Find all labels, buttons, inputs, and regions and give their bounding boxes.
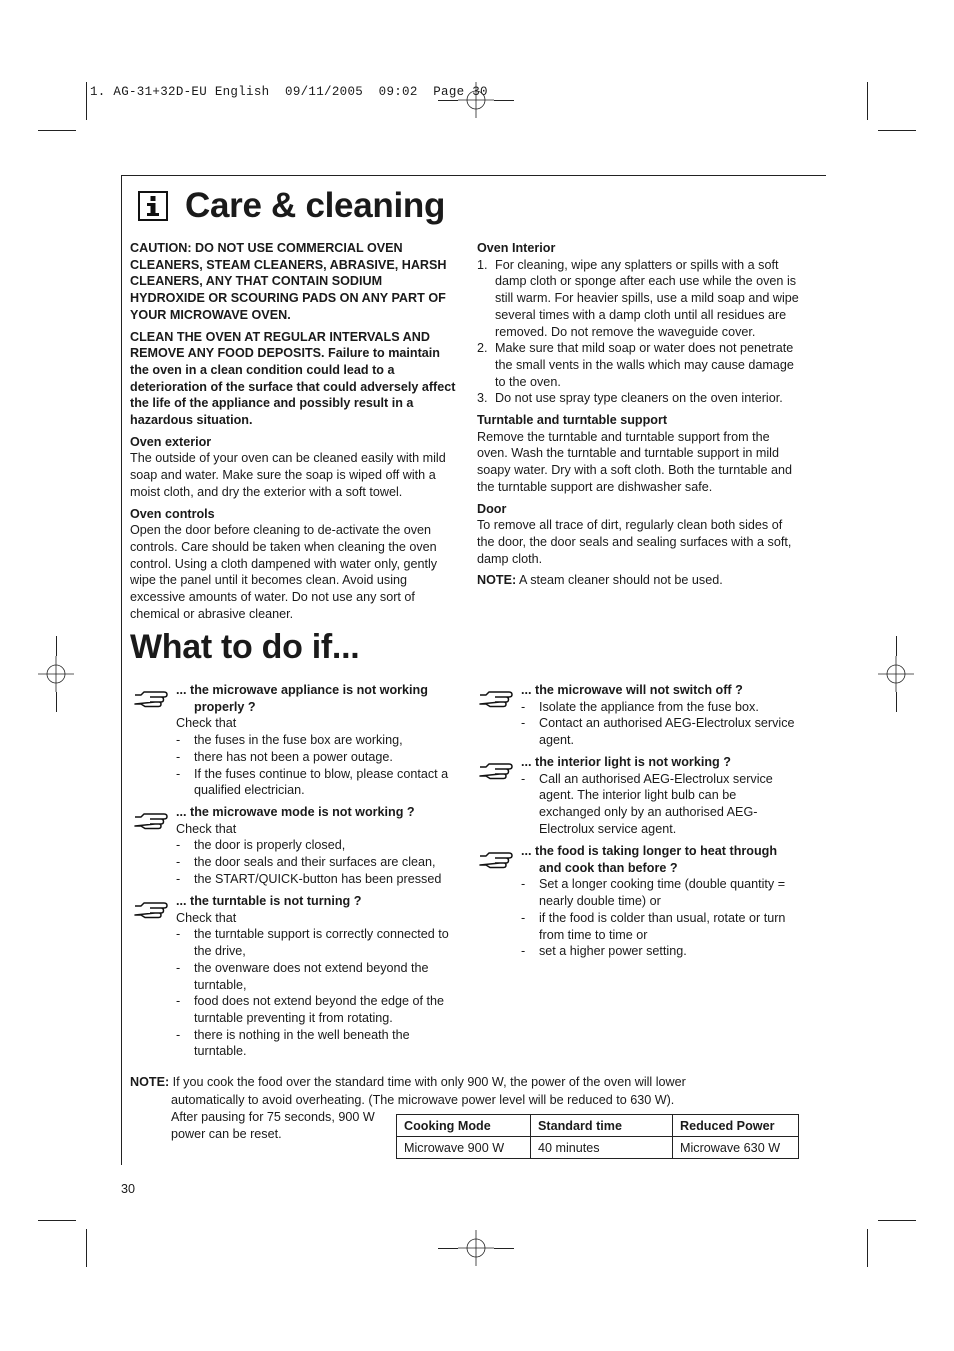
- crop-mark: [56, 692, 57, 712]
- print-slug: 1. AG-31+32D-EU English 09/11/2005 09:02 Page 30: [90, 85, 488, 99]
- check-that-label: Check that: [176, 821, 237, 836]
- list-text: Do not use spray type cleaners on the oven interior.: [495, 391, 783, 406]
- crop-mark: [56, 636, 57, 656]
- action-list: [521, 771, 801, 838]
- list-item: [477, 390, 802, 407]
- list-item: - there has not been a power outage.: [176, 749, 456, 766]
- oven-controls-text: Open the door before cleaning to de-activate the oven controls. Care should be taken when cleaning the oven control. Using a cloth dampened with water only, gently wipe the panel until it becomes clean. Avoid using excessive amounts of water. Do not use any sort of chemical or abrasive cleaner.: [130, 523, 438, 621]
- troubleshoot-food-heating-slower: [521, 843, 801, 960]
- list-item: - Call an authorised AEG-Electrolux service agent. The interior light bulb can be exchanged only by an authorised AEG-Electrolux service agent.: [521, 771, 801, 838]
- list-item: - the door is properly closed,: [176, 837, 456, 854]
- oven-controls-heading: Oven controls: [130, 506, 215, 521]
- question-heading: ... the microwave appliance is not working properly ?: [176, 683, 428, 714]
- troubleshoot-will-not-switch-off: [521, 682, 801, 749]
- crop-mark: [86, 1229, 87, 1267]
- section-title-what-to-do: What to do if...: [130, 628, 360, 666]
- power-note-line2: automatically to avoid overheating. (The microwave power level will be reduced to 630 W).: [171, 1093, 675, 1107]
- question-heading: ... the turntable is not turning ?: [176, 894, 362, 908]
- pointing-hand-icon: [134, 689, 168, 709]
- list-text: Make sure that mild soap or water does not penetrate the small vents in the walls which may cause damage to the oven.: [495, 341, 794, 389]
- crop-mark: [878, 130, 916, 131]
- question-heading: ... the interior light is not working ?: [521, 755, 731, 769]
- table-header-cell: Cooking Mode: [397, 1115, 531, 1137]
- frame-left-rule: [121, 175, 122, 1165]
- crop-mark: [86, 82, 87, 120]
- registration-mark-icon: [458, 1230, 494, 1266]
- list-item: - if the food is colder than usual, rotate or turn from time to time or: [521, 910, 801, 943]
- power-note: [130, 1073, 820, 1109]
- power-note-line1: [130, 1073, 820, 1091]
- note-label: NOTE:: [477, 573, 517, 588]
- crop-mark: [878, 1220, 916, 1221]
- pointing-hand-icon: [479, 761, 513, 781]
- caution-text: CAUTION: DO NOT USE COMMERCIAL OVEN CLEANERS, STEAM CLEANERS, ABRASIVE, HARSH CLEANERS, ANY THAT CONTAIN SODIUM HYDROXIDE OR SCOURING PADS ON ANY PART OF YOUR MICROWAVE OVEN.: [130, 241, 447, 322]
- crop-mark: [494, 1248, 514, 1249]
- note-text: A steam cleaner should not be used.: [516, 573, 723, 588]
- check-that-label: Check that: [176, 716, 237, 731]
- question-heading: ... the microwave will not switch off ?: [521, 683, 743, 697]
- care-left-column: [130, 240, 456, 622]
- list-item: - the ovenware does not extend beyond the turntable,: [176, 960, 456, 993]
- registration-mark-icon: [38, 656, 74, 692]
- troubleshoot-microwave-mode: [176, 804, 456, 888]
- turntable-heading: Turntable and turntable support: [477, 413, 668, 428]
- list-item: - the START/QUICK-button has been pressed: [176, 871, 456, 888]
- list-item: - Isolate the appliance from the fuse box.: [521, 699, 801, 716]
- list-item: - there is nothing in the well beneath the turntable.: [176, 1027, 456, 1060]
- pointing-hand-icon: [134, 900, 168, 920]
- registration-mark-icon: [878, 656, 914, 692]
- clean-warning-text: CLEAN THE OVEN AT REGULAR INTERVALS AND REMOVE ANY FOOD DEPOSITS. Failure to maintain the oven in a clean condition could lead to a deterioration of the surface that could adversely affect the life of the appliance and possibly result in a hazardous situation.: [130, 329, 456, 428]
- crop-mark: [38, 1220, 76, 1221]
- check-list: [176, 926, 456, 1060]
- power-table: [396, 1114, 799, 1159]
- crop-mark: [867, 1229, 868, 1267]
- troubleshoot-appliance-not-working: [176, 682, 456, 799]
- crop-mark: [494, 100, 514, 101]
- check-list: [176, 732, 456, 799]
- note-label: NOTE:: [130, 1075, 170, 1089]
- list-number: 3.: [477, 391, 488, 406]
- list-number: 2.: [477, 341, 488, 356]
- crop-mark: [38, 130, 76, 131]
- table-cell: Microwave 630 W: [673, 1137, 799, 1159]
- action-list: [521, 876, 801, 960]
- list-number: 1.: [477, 257, 488, 272]
- crop-mark: [896, 636, 897, 656]
- frame-top-rule: [121, 175, 826, 176]
- question-heading: ... the microwave mode is not working ?: [176, 805, 415, 819]
- table-header-cell: Reduced Power: [673, 1115, 799, 1137]
- crop-mark: [438, 100, 458, 101]
- list-item: - food does not extend beyond the edge of the turntable preventing it from rotating.: [176, 993, 456, 1026]
- crop-mark: [438, 1248, 458, 1249]
- door-heading: Door: [477, 501, 507, 516]
- list-item: - Set a longer cooking time (double quantity = nearly double time) or: [521, 876, 801, 909]
- pause-note: After pausing for 75 seconds, 900 W power can be reset.: [171, 1110, 375, 1141]
- turntable-text: Remove the turntable and turntable support from the oven. Wash the turntable and turntable support in mild soapy water. Dry with a soft cloth. Both the turntable and the turntable support are dishwasher safe.: [477, 429, 793, 494]
- steam-note: [477, 572, 802, 589]
- oven-interior-heading: Oven Interior: [477, 241, 556, 255]
- door-text: To remove all trace of dirt, regularly clean both sides of the door, the door seals and sealing surfaces with a soft, damp cloth.: [477, 518, 792, 566]
- list-item: - set a higher power setting.: [521, 943, 801, 960]
- registration-mark-icon: [458, 82, 494, 118]
- pointing-hand-icon: [479, 850, 513, 870]
- troubleshoot-turntable: [176, 893, 456, 1060]
- section-title-care-cleaning: Care & cleaning: [185, 186, 446, 225]
- list-item: - the fuses in the fuse box are working,: [176, 732, 456, 749]
- list-item: - the door seals and their surfaces are clean,: [176, 854, 456, 871]
- list-item: [477, 340, 802, 390]
- crop-mark: [896, 692, 897, 712]
- list-item: - Contact an authorised AEG-Electrolux service agent.: [521, 715, 801, 748]
- list-text: For cleaning, wipe any splatters or spills with a soft damp cloth or sponge after each use while the oven is still warm. For heavier spills, use a mild soap and wipe several times with a damp cloth until all residues are removed. Do not remove the waveguide cover.: [495, 257, 799, 339]
- care-right-column: [477, 240, 802, 589]
- troubleshoot-interior-light: [521, 754, 801, 838]
- list-item: - If the fuses continue to blow, please contact a qualified electrician.: [176, 766, 456, 799]
- question-heading: ... the food is taking longer to heat through and cook than before ?: [521, 844, 778, 875]
- pointing-hand-icon: [134, 811, 168, 831]
- check-that-label: Check that: [176, 910, 237, 925]
- oven-interior-list: [477, 257, 802, 407]
- oven-exterior-heading: Oven exterior: [130, 434, 212, 449]
- pointing-hand-icon: [479, 689, 513, 709]
- table-header-cell: Standard time: [531, 1115, 673, 1137]
- crop-mark: [867, 82, 868, 120]
- table-header-row: [397, 1115, 799, 1137]
- info-icon: [138, 191, 168, 221]
- list-item: - the turntable support is correctly connected to the drive,: [176, 926, 456, 959]
- table-cell: 40 minutes: [531, 1137, 673, 1159]
- list-item: [477, 257, 802, 341]
- check-list: [176, 837, 456, 887]
- table-row: [397, 1137, 799, 1159]
- action-list: [521, 699, 801, 749]
- oven-exterior-text: The outside of your oven can be cleaned easily with mild soap and water. Make sure the soap is wiped off with a moist cloth, and dry the exterior with a soft towel.: [130, 451, 446, 499]
- note-text: If you cook the food over the standard time with only 900 W, the power of the oven will lower: [169, 1075, 686, 1089]
- page-number: 30: [121, 1182, 136, 1196]
- table-cell: Microwave 900 W: [397, 1137, 531, 1159]
